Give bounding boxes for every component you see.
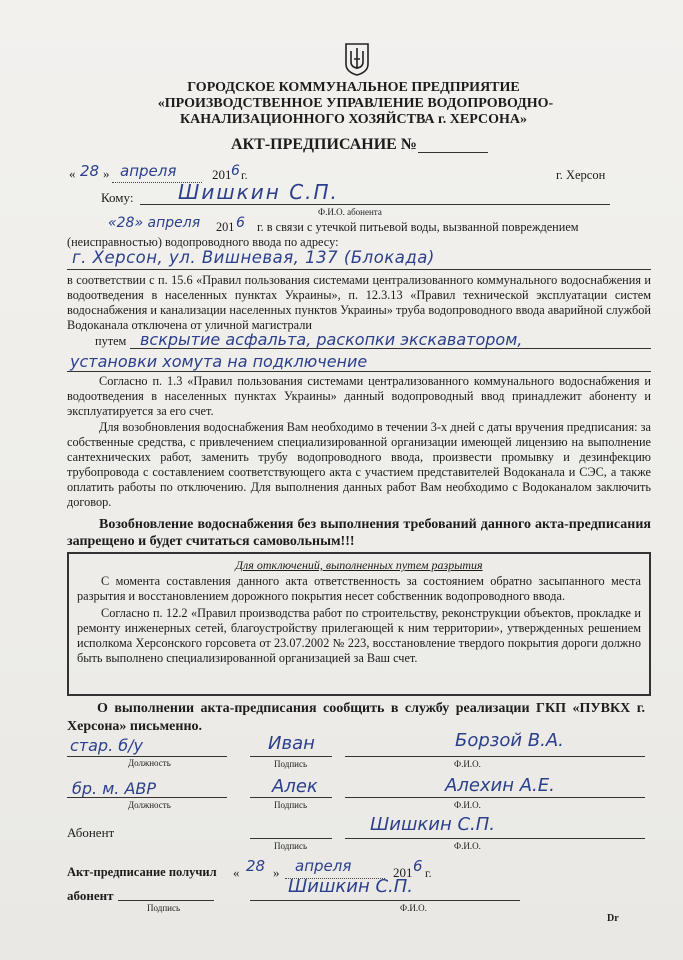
received-day: 28 (246, 857, 266, 875)
excavation-box-para2: Согласно п. 12.2 «Правил производства работ по строительству, реконструкции объектов, прокладке и ремонту инженерных сетей, благоустройству прилегающей к ним территории», утвержденных решением исполкома Херсонского горсовета от 23.07.2002 № 223, восстановление твердого покрытия дороги должно быть выполнено специализированной организацией за Ваш счет. (77, 606, 641, 665)
caption-position-2: Должность (128, 800, 171, 810)
restore-paragraph: Для возобновления водоснабжения Вам необходимо в течении 3-х дней с даты вручения предписания: за собственные средства, с привлечением специализированной организации имеющей лицензию на выполнение сантехнических работ, заменить трубу водопроводного ввода, произвести промывку и дезинфекцию трубопровода с составлением соответствующего акта с участием представителей Водоканала и СЭС, а также оплатить работы по отключению. Для выполнения данных работ Вам необходимо с Водоканалом заключить договор. (67, 420, 651, 509)
signer1-signature: Иван (268, 733, 315, 754)
caption-name-2: Ф.И.О. (454, 800, 481, 810)
incident-date: «28» апреля (108, 215, 201, 231)
subscriber-label: Абонент (67, 825, 115, 840)
date-open-quote: « (69, 166, 76, 181)
received-open-quote: « (233, 865, 240, 880)
date-year-prefix: 201 (212, 167, 232, 182)
caption-name-1: Ф.И.О. (454, 759, 481, 769)
caption-position-1: Должность (128, 758, 171, 768)
caption-signature-1: Подпись (274, 759, 308, 769)
footer-mark: Dr (607, 913, 619, 924)
incident-year-prefix: 201 (216, 220, 235, 234)
organization-line1: ГОРОДСКОЕ КОММУНАЛЬНОЕ ПРЕДПРИЯТИЕ (187, 80, 520, 95)
excavation-box-para1: С момента составления данного акта ответственность за состоянием обратно засыпанного места разрытия и восстановлением дорожного покрытия несет собственник водопроводного ввода. (77, 574, 641, 603)
report-notice: О выполнении акта-предписания сообщить в службу реализации ГКП «ПУВКХ г. Херсона» письменно. (67, 701, 645, 734)
date-close-quote: » (103, 166, 110, 181)
recipient-caption: Ф.И.О. абонента (318, 207, 382, 217)
received-subscriber-name: Шишкин С.П. (288, 876, 414, 897)
received-month: апреля (295, 857, 352, 875)
organization-line2: «ПРОИЗВОДСТВЕННОЕ УПРАВЛЕНИЕ ВОДОПРОВОДНО- (157, 96, 554, 111)
received-year-digit: 6 (413, 857, 423, 875)
date-day: 28 (80, 162, 100, 180)
received-close-quote: » (273, 865, 280, 880)
excavation-box-title: Для отключений, выполненных путем разрытия (235, 558, 483, 572)
signer1-name: Борзой В.А. (455, 730, 564, 751)
trident-emblem (343, 42, 371, 76)
method-label: путем (95, 334, 127, 348)
organization-line3: КАНАЛИЗАЦИОННОГО ХОЗЯЙСТВА г. ХЕРСОНА» (180, 112, 527, 127)
signer2-name: Алехин А.Е. (445, 775, 555, 796)
received-subscriber-label: абонент (67, 888, 114, 903)
date-month: апреля (120, 162, 177, 180)
ownership-paragraph: Согласно п. 1.3 «Правил пользования системами централизованного коммунального водоснабжения и водоотведения в населенных пунктах Украины» данный водопроводный ввод принадлежит абоненту и эксплуатируется за его счет. (67, 374, 651, 418)
caption-signature-3: Подпись (274, 841, 308, 851)
incident-year-digit: 6 (236, 215, 245, 231)
city: г. Херсон (556, 168, 606, 182)
received-year-prefix: 201 (393, 865, 413, 880)
date-year-suffix: г. (241, 168, 248, 182)
recipient-name: Шишкин С.П. (178, 180, 339, 204)
incident-text: г. в связи с утечкой питьевой воды, вызванной повреждением (257, 220, 579, 234)
method-line1: вскрытие асфальта, раскопки экскаватором, (140, 330, 523, 349)
recipient-label: Кому: (101, 190, 134, 205)
date-year-digit: 6 (231, 163, 240, 179)
warning-text: Возобновление водоснабжения без выполнения требований данного акта-предписания запрещено и будет считаться самовольным!!! (67, 517, 651, 549)
signer2-position: бр. м. АВР (72, 779, 157, 798)
incident-address-label: (неисправностью) водопроводного ввода по адресу: (67, 235, 339, 249)
received-year-suffix: г. (425, 866, 432, 880)
received-caption-name: Ф.И.О. (400, 903, 427, 913)
act-number-line (418, 152, 488, 153)
act-title: АКТ-ПРЕДПИСАНИЕ № (231, 136, 417, 153)
excavation-box (67, 552, 651, 696)
signer1-position: стар. б/у (70, 736, 143, 755)
received-label: Акт-предписание получил (67, 865, 217, 879)
method-line2: установки хомута на подключение (70, 352, 368, 371)
caption-name-3: Ф.И.О. (454, 841, 481, 851)
subscriber-name: Шишкин С.П. (370, 814, 496, 835)
received-caption-signature: Подпись (147, 903, 181, 913)
signer2-signature: Алек (272, 776, 318, 797)
incident-address: г. Херсон, ул. Вишневая, 137 (Блокада) (72, 248, 435, 267)
caption-signature-2: Подпись (274, 800, 308, 810)
rules-paragraph: в соответствии с п. 15.6 «Правил пользования системами централизованного коммунального водоснабжения и водоотведения в населенных пунктах Украины», п. 12.3.13 «Правил технической эксплуатации систем водоснабжения и канализации населенных пунктов Украины» труба водопроводного ввода аварийной службой Водоканала отключена от уличной магистрали (67, 273, 651, 332)
